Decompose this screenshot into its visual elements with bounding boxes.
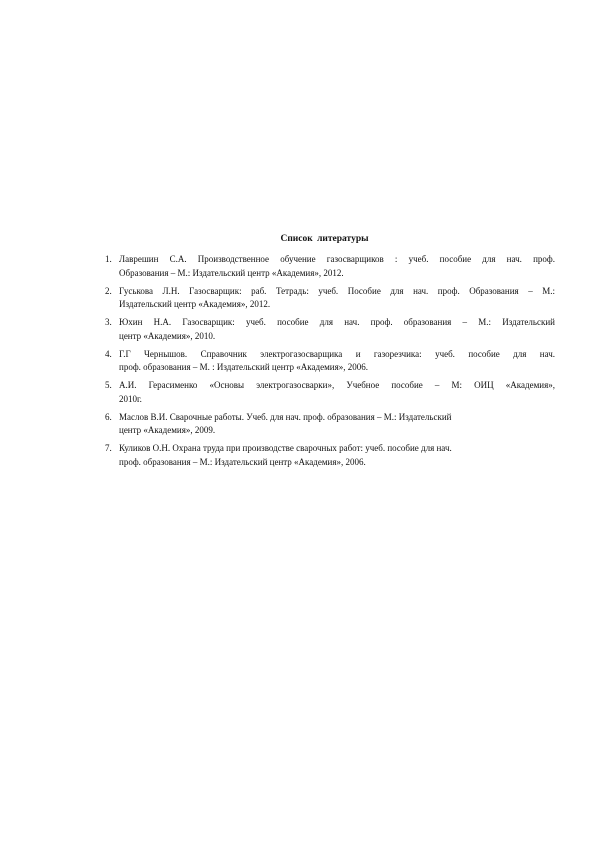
reference-number: 6. — [105, 411, 112, 422]
reference-line: Г.Г Чернышов. Справочник электрогазосварщика и газорезчика: учеб. пособие для нач. — [119, 348, 555, 359]
reference-line: проф. образования – М. : Издательский центр «Академия», 2006. — [119, 362, 369, 373]
reference-number: 5. — [105, 380, 112, 391]
reference-item-5 — [100, 379, 555, 406]
reference-number: 3. — [105, 317, 112, 328]
reference-line: Маслов В.И. Сварочные работы. Учеб. для нач. проф. образования – М.: Издательский — [119, 411, 452, 422]
reference-line: проф. образования – М.: Издательский центр «Академия», 2006. — [119, 457, 366, 468]
reference-line: центр «Академия», 2009. — [119, 425, 216, 436]
reference-line: 2010г. — [119, 393, 142, 404]
reference-number: 4. — [105, 348, 112, 359]
reference-line: центр «Академия», 2010. — [119, 330, 216, 341]
reference-list — [100, 253, 555, 474]
reference-number: 2. — [105, 285, 112, 296]
reference-item-6 — [100, 411, 555, 438]
reference-line: Гуськова Л.Н. Газосварщик: раб. Тетрадь: учеб. Пособие для нач. проф. Образования – М.: — [119, 285, 555, 296]
reference-line: А.И. Герасименко «Основы электрогазосварки», Учебное пособие – М: ОИЦ «Академия», — [119, 380, 555, 391]
reference-line: Лаврешин С.А. Производственное обучение газосварщиков : учеб. пособие для нач. проф. — [119, 254, 555, 264]
reference-number: 1. — [105, 254, 112, 264]
page-title: Список литературы — [280, 234, 369, 244]
reference-item-3 — [100, 316, 555, 343]
reference-number: 7. — [105, 443, 112, 454]
reference-line: Юхин Н.А. Газосварщик: учеб. пособие для нач. проф. образования – М.: Издательский — [119, 317, 555, 328]
reference-item-7 — [100, 442, 555, 469]
reference-line: Образования – М.: Издательский центр «Академия», 2012. — [119, 267, 344, 278]
reference-line: Издательский центр «Академия», 2012. — [119, 299, 271, 310]
reference-item-2 — [100, 285, 555, 312]
reference-item-1 — [100, 253, 555, 280]
reference-line: Куликов О.Н. Охрана труда при производстве сварочных работ: учеб. пособие для нач. — [119, 443, 452, 454]
reference-item-4 — [100, 348, 555, 375]
